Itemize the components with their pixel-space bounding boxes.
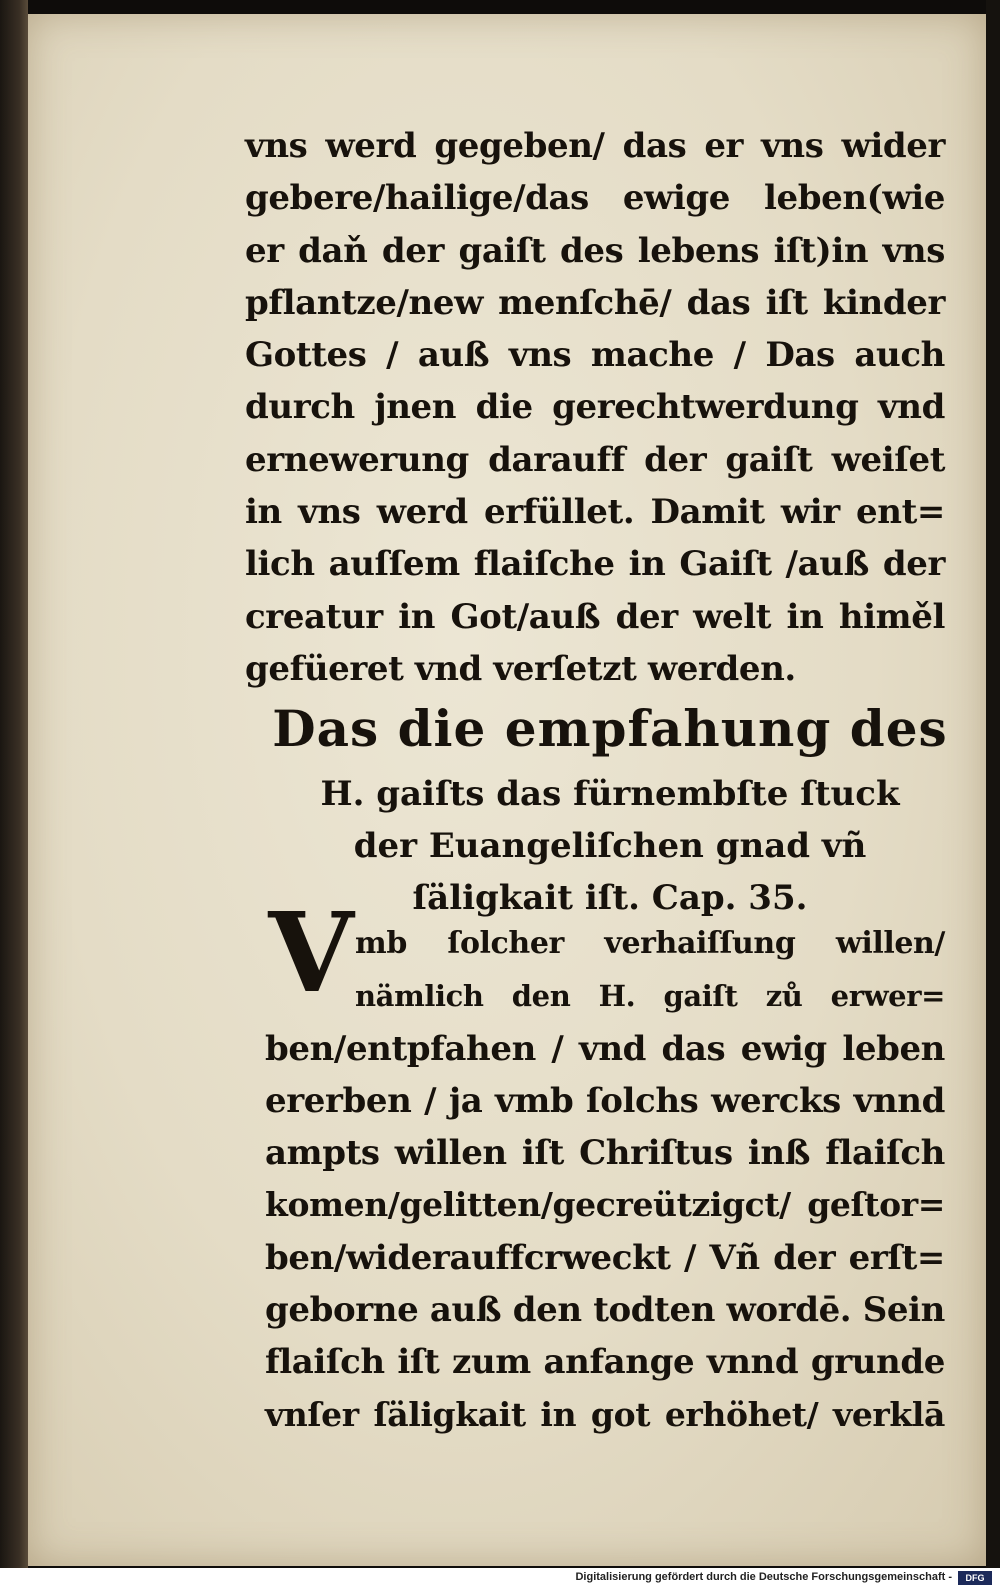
text-line: ben/entpfahen / vnd das ewig leben <box>265 1028 945 1069</box>
text-line: mb ſolcher verhaiſſung willen/ <box>355 926 945 961</box>
text-line: pflantze/new menſchē/ das iſt kinder <box>245 282 945 323</box>
chapter-title: Das die empfahung des <box>272 699 948 758</box>
text-line: ampts willen iſt Chriſtus inß flaiſch <box>265 1133 945 1174</box>
funding-note: Digitalisierung gefördert durch die Deutsche Forschungsgemeinschaft - <box>575 1571 952 1583</box>
lower-paragraph <box>265 918 945 1441</box>
text-line: ernewerung darauff der gaiſt weiſet <box>245 439 945 480</box>
dfg-logo: DFG <box>958 1571 992 1585</box>
text-line: creatur in Got/auß der welt in himěl <box>245 596 945 637</box>
chapter-number-line: ſäligkait iſt. Cap. 35. <box>412 878 808 918</box>
text-line: Gottes / auß vns mache / Das auch <box>245 335 945 376</box>
chapter-heading <box>270 690 950 924</box>
digitization-footer <box>0 1568 1000 1588</box>
chapter-subtitle-line: der Euangeliſchen gnad vñ <box>353 826 867 866</box>
text-line: gefüeret vnd verſetzt werden. <box>245 648 796 689</box>
text-line: flaiſch iſt zum anfange vnnd grunde <box>265 1342 945 1383</box>
text-line: er daň der gaiſt des lebens iſt)in vns <box>245 230 945 271</box>
text-line: geborne auß den todten wordē. Sein <box>265 1290 945 1331</box>
decorated-initial: V <box>268 888 354 1017</box>
book-binding-edge <box>0 0 28 1568</box>
text-line: lich auſſem flaiſche in Gaiſt /auß der <box>245 544 945 585</box>
text-line: komen/gelitten/gecreützigct/ geſtor= <box>265 1185 945 1225</box>
chapter-subtitle-line: H. gaiſts das fürnembſte ſtuck <box>320 774 900 814</box>
text-line: ben/widerauffcrweckt / Vñ der erſt= <box>265 1237 945 1278</box>
text-line: durch jnen die gerechtwerdung vnd <box>245 387 945 428</box>
text-line: nämlich den H. gaiſt zů erwer= <box>355 979 945 1014</box>
upper-paragraph <box>245 120 945 695</box>
scan-border <box>986 0 1000 1568</box>
text-line: gebere/hailige/das ewige leben(wie <box>245 178 945 219</box>
text-line: vnſer ſäligkait in got erhöhet/ verklā <box>265 1394 945 1434</box>
text-line: in vns werd erfüllet. Damit wir ent= <box>245 492 945 533</box>
text-line: ererben / ja vmb ſolchs wercks vnnd <box>265 1080 945 1121</box>
text-line: vns werd gegeben/ das er vns wider <box>245 126 945 166</box>
